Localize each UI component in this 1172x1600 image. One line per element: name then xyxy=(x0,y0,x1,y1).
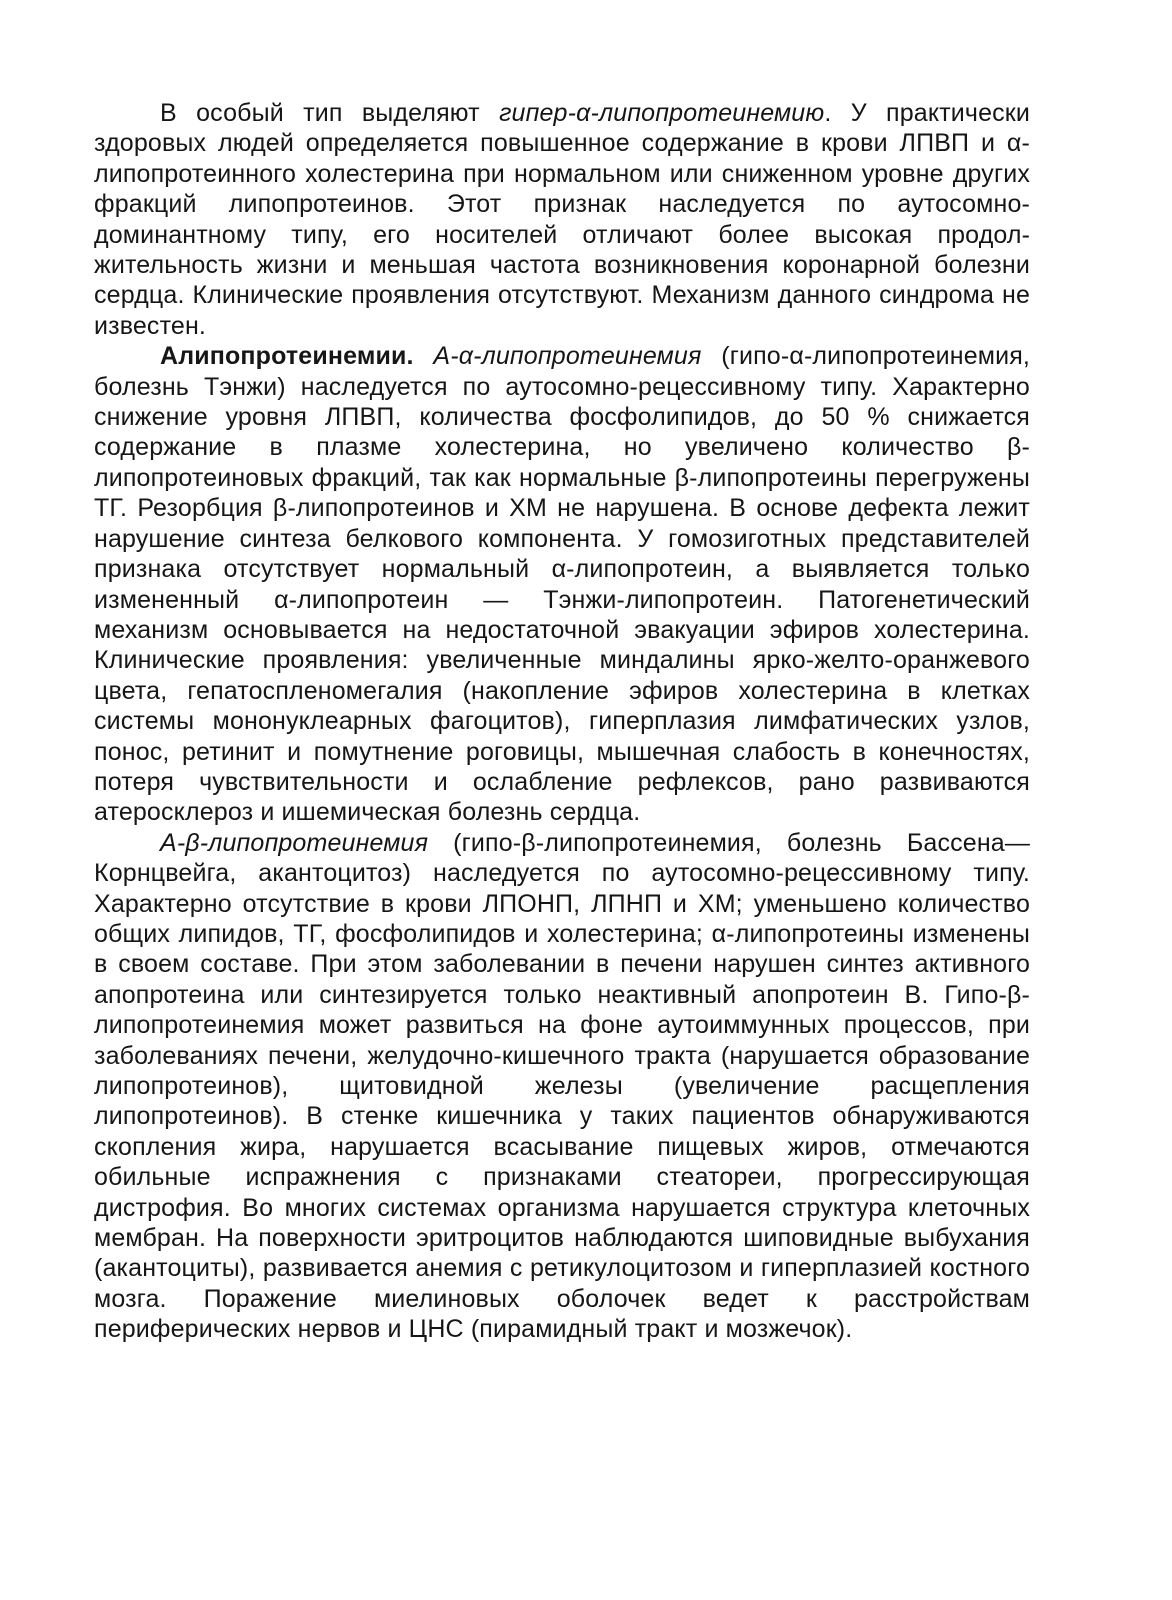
term-italic: А-α-липопротеинемия xyxy=(433,342,702,371)
paragraph-run: (гипо-β-липопротеинемия, болезнь Бассена—Корнцвейга, акантоцитоз) наследуется по аутосомно-рецессивному типу. Характерно отсутствие в крови ЛПОНП, ЛПНП и ХМ; уменьшено количество общих липидов, ТГ, фосфолипидов и холестерина; α-липопротеины изменены в своем составе. При этом заболевании в печени нарушен синтез активного апопротеина или синтезируется только неактивный апопротеин В. Гипо-β-липопротеинемия может развиться на фоне аутоиммунных процессов, при заболеваниях печени, желудочно-кишечного тракта (нарушается образование липопротеинов), щитовидной железы (увеличение расщепления липопротеинов). В стенке кишечника у таких пациентов обнаруживаются скопления жира, нарушается всасывание пищевых жиров, отмечаются обильные испражнения с признаками стеатореи, прогрессирующая дистрофия. Во многих системах организма нарушается структура клеточных мембран. На поверхности эритроцитов наблюдаются шиповидные выбухания (акантоциты), развивается анемия с ретикулоцитозом и гиперплазией костного мозга. Поражение миелиновых оболочек ведет к расстройствам периферических нервов и ЦНС (пирамидный тракт и мозжечок). xyxy=(94,828,1030,1344)
section-heading-inline: Алипопротеинемии. xyxy=(160,342,414,371)
paragraph-alipoproteinemia xyxy=(94,341,1030,828)
paragraph-hyper-alpha xyxy=(94,98,1030,341)
paragraph-run: . У практически здоровых людей определяется повышенное содержание в крови ЛПВП и α-липопротеинного холестерина при нормальном или сниженном уровне других фракций липопротеинов. Этот признак наследуется по аутосомно-доминантному типу, его носителей отличают более высокая продолжительность жизни и меньшая частота возникновения коронарной болезни сердца. Клинические проявления отсутствуют. Механизм данного синдрома не известен. xyxy=(94,99,1030,340)
term-italic: гипер-α-липопротеинемию xyxy=(499,99,825,127)
term-italic: А-β-липопротеинемия xyxy=(160,828,429,857)
document-page xyxy=(94,98,1030,1345)
paragraph-run xyxy=(414,342,434,370)
paragraph-a-beta xyxy=(94,828,1030,1345)
paragraph-run: В особый тип выделяют xyxy=(160,99,500,127)
paragraph-run: (гипо-α-липопротеинемия, болезнь Тэнжи) наследуется по аутосомно-рецессивному типу. Характерно снижение уровня ЛПВП, количества фосфолипидов, до 50 % снижается содержание в плазме холестерина, но увеличено количество β-липопротеиновых фракций, так как нормальные β-липопротеины перегружены ТГ. Резорбция β-липопротеинов и ХМ не нарушена. В основе дефекта лежит нарушение синтеза белкового компонента. У гомозиготных представителей признака отсутствует нормальный α-липопротеин, а выявляетcя только измененный α-липопротеин — Тэнжи-липопротеин. Патогенетический механизм основывается на недостаточной эвакуации эфиров холестерина. Клинические проявления: увеличенные миндалины ярко-желто-оранжевого цвета, гепатоспленомегалия (накопление эфиров холестерина в клетках системы мононуклеарных фагоцитов), гиперплазия лимфатических узлов, понос, ретинит и помутнение роговицы, мышечная слабость в конечностях, потеря чувствительности и ослабление рефлексов, рано развиваются атеросклероз и ишемическая болезнь сердца. xyxy=(94,342,1030,827)
